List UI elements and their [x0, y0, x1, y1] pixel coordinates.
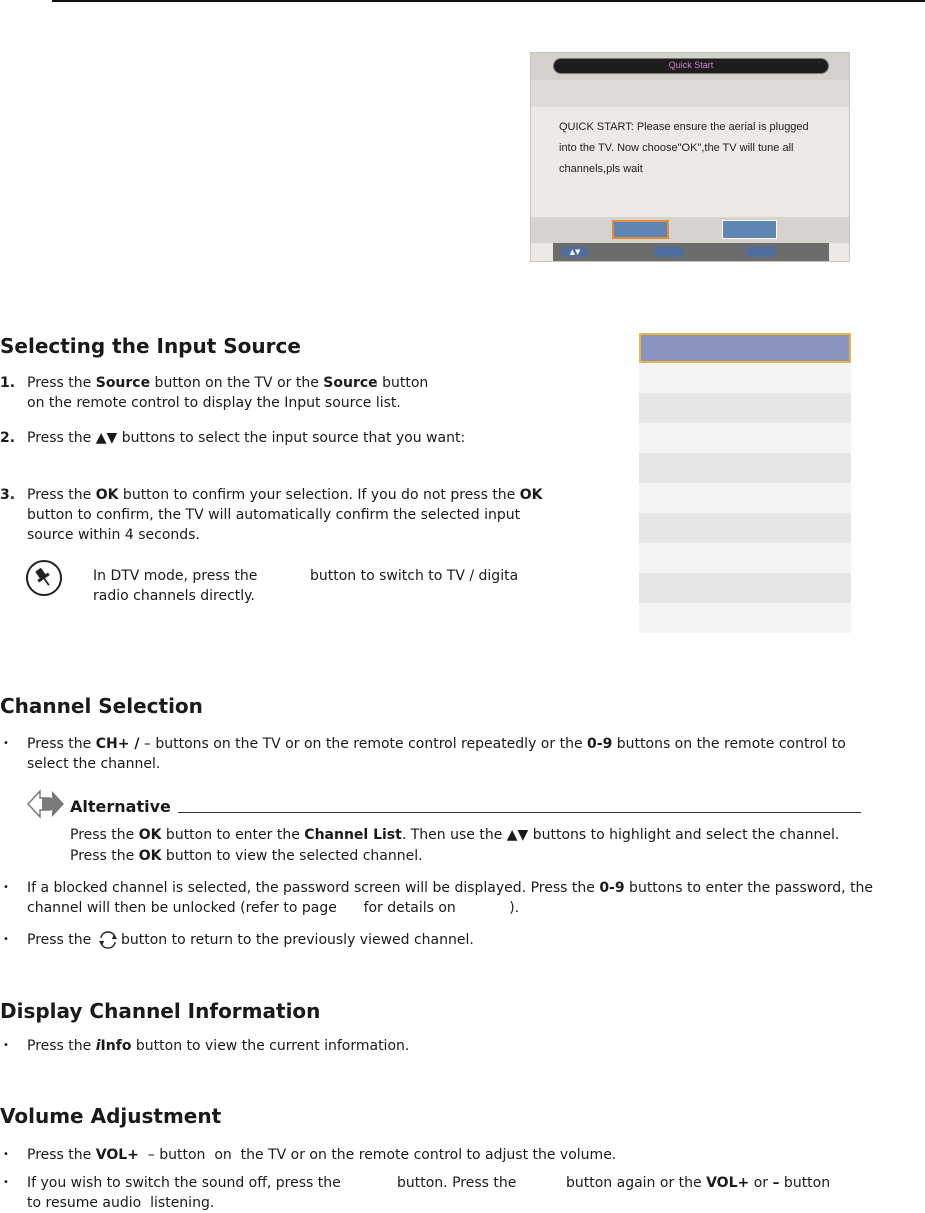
step-number: 1.: [0, 375, 16, 391]
channel-bullet-3-a: Press the: [27, 932, 92, 948]
hint-pill: [654, 247, 684, 257]
alternative-line-1: Press the OK button to enter the Channel List. Then use the ▲▼ buttons to highlight and select the channel.: [70, 827, 840, 843]
quick-start-button-row: [531, 217, 849, 243]
note-text-b: button to switch to TV / digita: [310, 568, 519, 584]
alternative-label: Alternative: [70, 797, 171, 816]
bullet: •: [3, 1177, 9, 1188]
note-text-line2: radio channels directly.: [93, 588, 255, 604]
alternative-arrow-icon: [26, 787, 66, 825]
quick-start-titlebar: [553, 58, 829, 74]
step-3-text: Press the OK button to confirm your selection. If you do not press the OK: [27, 487, 543, 503]
up-down-icon: ▲▼: [561, 247, 589, 257]
input-source-list: [639, 333, 851, 633]
ok-button[interactable]: [612, 220, 669, 239]
bullet: •: [3, 934, 9, 945]
message-line: into the TV. Now choose"OK",the TV will tune all: [559, 142, 794, 154]
heading-channel-info: Display Channel Information: [0, 999, 321, 1023]
channel-bullet-1: Press the CH+ / – buttons on the TV or on the remote control repeatedly or the 0-9 buttons on the remote control to: [27, 736, 846, 752]
source-list-header[interactable]: [639, 333, 851, 363]
quick-start-title: Quick Start: [668, 60, 714, 70]
step-1-text: Press the Source button on the TV or the Source button: [27, 375, 429, 391]
info-icon: i: [95, 1038, 101, 1054]
step-number: 3.: [0, 487, 16, 503]
bullet: •: [3, 1040, 9, 1051]
volume-bullet-2-line2: to resume audio listening.: [27, 1195, 215, 1211]
volume-bullet-2-b: button. Press the: [397, 1175, 517, 1191]
recall-icon: [97, 931, 119, 953]
heading-channel-selection: Channel Selection: [0, 694, 203, 718]
alternative-divider: [178, 812, 861, 813]
info-bullet-1: Press the iInfo button to view the current information.: [27, 1038, 410, 1054]
step-2-text: Press the ▲▼ buttons to select the input source that you want:: [27, 430, 466, 446]
list-item[interactable]: [639, 423, 851, 453]
volume-bullet-2-a: If you wish to switch the sound off, press the: [27, 1175, 341, 1191]
channel-bullet-3-b: button to return to the previously viewed channel.: [121, 932, 474, 948]
note-text-a: In DTV mode, press the: [93, 568, 258, 584]
bullet: •: [3, 1149, 9, 1160]
step-3-text-line2: button to confirm, the TV will automatically confirm the selected input: [27, 507, 521, 523]
heading-input-source: Selecting the Input Source: [0, 334, 301, 358]
list-item[interactable]: [639, 483, 851, 513]
top-rule: [52, 0, 925, 2]
list-item[interactable]: [639, 603, 851, 633]
bullet: •: [3, 738, 9, 749]
message-line: QUICK START: Please ensure the aerial is plugged: [559, 121, 809, 133]
step-1-text-line2: on the remote control to display the Input source list.: [27, 395, 401, 411]
heading-volume: Volume Adjustment: [0, 1104, 222, 1128]
step-3-text-line3: source within 4 seconds.: [27, 527, 200, 543]
channel-bullet-2-line2: channel will then be unlocked (refer to page for details on ).: [27, 900, 520, 916]
volume-bullet-1: Press the VOL+ – button on the TV or on the remote control to adjust the volume.: [27, 1147, 617, 1163]
hint-pill: [746, 247, 776, 257]
list-item[interactable]: [639, 393, 851, 423]
list-item[interactable]: [639, 543, 851, 573]
bullet: •: [3, 882, 9, 893]
list-item[interactable]: [639, 513, 851, 543]
quick-start-band: [531, 80, 849, 107]
pushpin-note-icon: [26, 560, 62, 596]
quick-start-screen: [530, 52, 850, 262]
list-item[interactable]: [639, 363, 851, 393]
quick-start-footer: [553, 243, 829, 261]
list-item[interactable]: [639, 573, 851, 603]
list-item[interactable]: [639, 453, 851, 483]
quick-start-message: [559, 117, 839, 180]
message-line: channels,pls wait: [559, 163, 643, 175]
volume-bullet-2-c: button again or the VOL+ or – button: [566, 1175, 831, 1191]
channel-bullet-2: If a blocked channel is selected, the password screen will be displayed. Press the 0-9 buttons to enter the password, the: [27, 880, 874, 896]
cancel-button[interactable]: [722, 220, 777, 239]
step-number: 2.: [0, 430, 16, 446]
alternative-line-2: Press the OK button to view the selected channel.: [70, 848, 423, 864]
channel-bullet-1-line2: select the channel.: [27, 756, 161, 772]
